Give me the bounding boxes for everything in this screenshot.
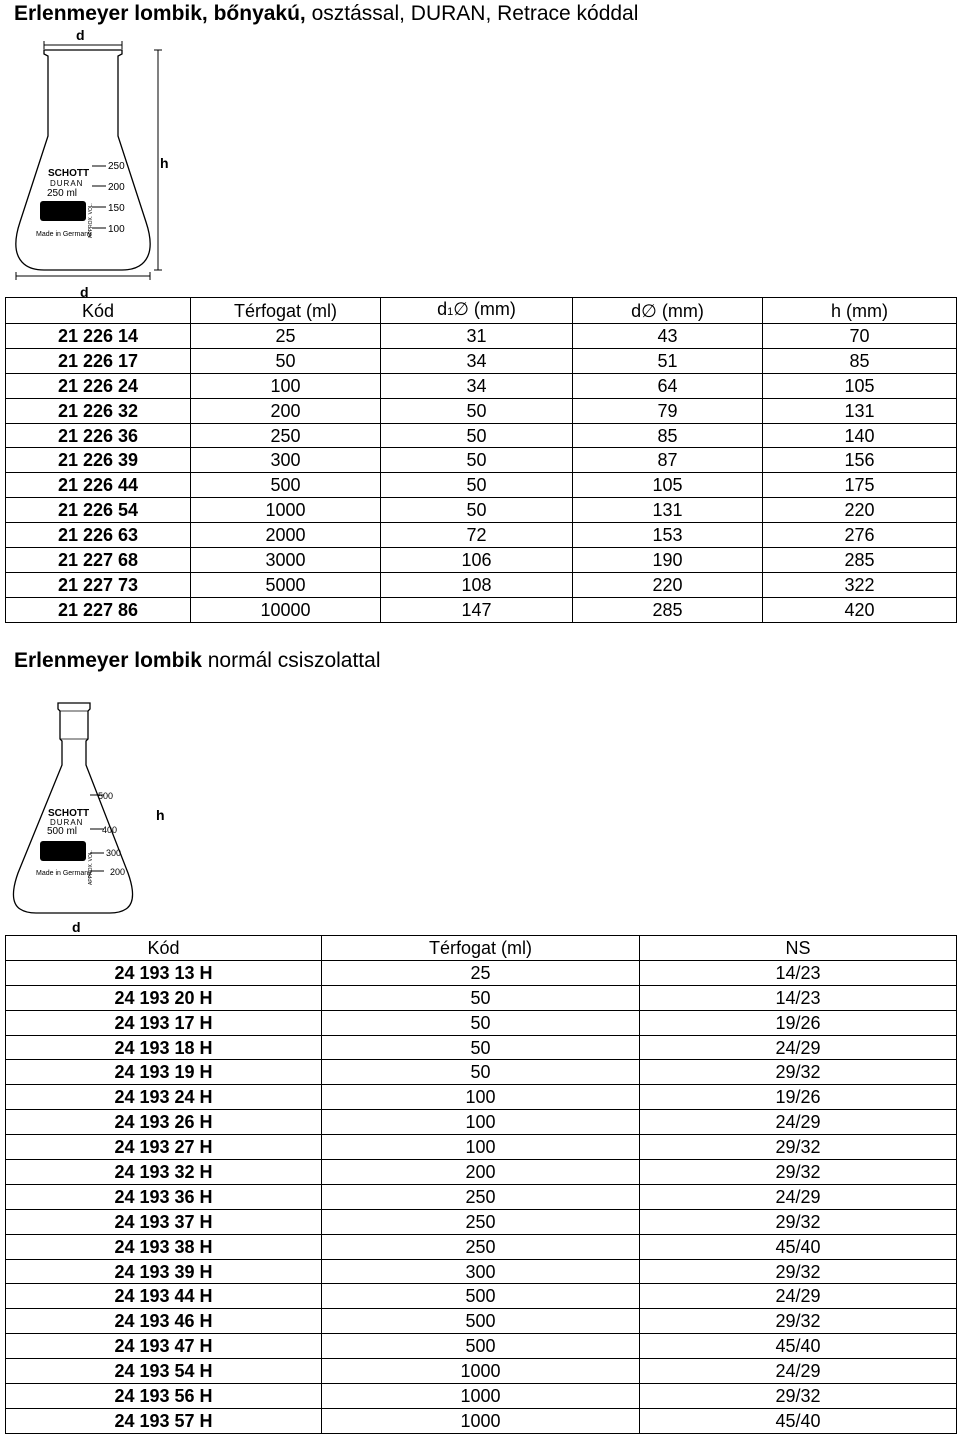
cell-d: 131 bbox=[573, 498, 763, 523]
cell-code: 24 193 36 H bbox=[6, 1184, 322, 1209]
table-header-row bbox=[6, 936, 957, 961]
cell-volume: 250 bbox=[322, 1234, 640, 1259]
cell-ns: 29/32 bbox=[640, 1384, 957, 1409]
table-row bbox=[6, 1259, 957, 1284]
col-header-ns: NS bbox=[640, 936, 957, 961]
cell-code: 21 226 54 bbox=[6, 498, 191, 523]
cell-d: 105 bbox=[573, 473, 763, 498]
table-row bbox=[6, 1010, 957, 1035]
cell-d1: 108 bbox=[381, 572, 573, 597]
cell-code: 21 226 39 bbox=[6, 448, 191, 473]
cell-d: 79 bbox=[573, 398, 763, 423]
cell-ns: 14/23 bbox=[640, 985, 957, 1010]
cell-volume: 500 bbox=[322, 1284, 640, 1309]
cell-ns: 29/32 bbox=[640, 1309, 957, 1334]
cell-code: 24 193 24 H bbox=[6, 1085, 322, 1110]
cell-ns: 24/29 bbox=[640, 1284, 957, 1309]
graduation-label: 250 bbox=[108, 161, 125, 172]
cell-volume: 1000 bbox=[322, 1359, 640, 1384]
approx-vol-label: APPROX. VOL. bbox=[88, 849, 94, 885]
cell-ns: 29/32 bbox=[640, 1135, 957, 1160]
cell-code: 24 193 39 H bbox=[6, 1259, 322, 1284]
cell-h: 70 bbox=[763, 324, 957, 349]
cell-d1: 72 bbox=[381, 523, 573, 548]
cell-d: 220 bbox=[573, 572, 763, 597]
approx-vol-label: APPROX. VOL. bbox=[88, 202, 94, 238]
writing-field bbox=[40, 841, 86, 861]
cell-code: 24 193 13 H bbox=[6, 960, 322, 985]
cell-volume: 1000 bbox=[322, 1408, 640, 1433]
section2-title bbox=[14, 649, 380, 673]
cell-volume: 500 bbox=[322, 1334, 640, 1359]
cell-d: 85 bbox=[573, 423, 763, 448]
cell-ns: 24/29 bbox=[640, 1110, 957, 1135]
cell-ns: 29/32 bbox=[640, 1259, 957, 1284]
dim-label-h: h bbox=[156, 807, 165, 823]
table-row bbox=[6, 373, 957, 398]
cell-volume: 3000 bbox=[191, 548, 381, 573]
cell-d1: 50 bbox=[381, 448, 573, 473]
cell-d: 64 bbox=[573, 373, 763, 398]
table-row bbox=[6, 548, 957, 573]
cell-ns: 29/32 bbox=[640, 1160, 957, 1185]
made-in-label: Made in Germany bbox=[36, 231, 92, 238]
graduation-label: 200 bbox=[110, 867, 126, 877]
wide-neck-flask-diagram bbox=[10, 24, 180, 300]
table-row bbox=[6, 1234, 957, 1259]
table-row bbox=[6, 1160, 957, 1185]
cell-code: 21 227 73 bbox=[6, 572, 191, 597]
table-header-row bbox=[6, 298, 957, 324]
cell-d: 190 bbox=[573, 548, 763, 573]
dim-label-d-bottom: d bbox=[72, 919, 81, 935]
table-row bbox=[6, 1184, 957, 1209]
cell-d1: 147 bbox=[381, 597, 573, 622]
cell-volume: 100 bbox=[191, 373, 381, 398]
graduation-label: 400 bbox=[102, 825, 118, 835]
cell-ns: 45/40 bbox=[640, 1408, 957, 1433]
table-row bbox=[6, 985, 957, 1010]
section1-title-bold: Erlenmeyer lombik, bőnyakú, bbox=[14, 2, 306, 25]
table-row bbox=[6, 1209, 957, 1234]
cell-code: 24 193 37 H bbox=[6, 1209, 322, 1234]
cell-h: 420 bbox=[763, 597, 957, 622]
brand-duran: DURAN bbox=[50, 818, 84, 827]
volume-label: 500 ml bbox=[47, 826, 78, 837]
cell-d1: 50 bbox=[381, 398, 573, 423]
cell-volume: 200 bbox=[191, 398, 381, 423]
cell-volume: 300 bbox=[191, 448, 381, 473]
cell-code: 21 226 24 bbox=[6, 373, 191, 398]
cell-volume: 1000 bbox=[322, 1384, 640, 1409]
cell-code: 24 193 46 H bbox=[6, 1309, 322, 1334]
cell-h: 85 bbox=[763, 348, 957, 373]
col-header-h: h (mm) bbox=[763, 298, 957, 324]
col-header-volume: Térfogat (ml) bbox=[322, 936, 640, 961]
cell-d: 51 bbox=[573, 348, 763, 373]
cell-code: 21 226 36 bbox=[6, 423, 191, 448]
cell-d1: 106 bbox=[381, 548, 573, 573]
table-row bbox=[6, 523, 957, 548]
cell-ns: 24/29 bbox=[640, 1184, 957, 1209]
cell-volume: 200 bbox=[322, 1160, 640, 1185]
cell-code: 21 226 44 bbox=[6, 473, 191, 498]
graduation-label: 500 bbox=[98, 791, 114, 801]
col-header-code: Kód bbox=[6, 936, 322, 961]
section1-title bbox=[14, 2, 638, 26]
cell-h: 175 bbox=[763, 473, 957, 498]
ground-joint-flask-table bbox=[5, 935, 957, 1434]
cell-d: 43 bbox=[573, 324, 763, 349]
cell-ns: 29/32 bbox=[640, 1060, 957, 1085]
cell-h: 140 bbox=[763, 423, 957, 448]
cell-code: 24 193 44 H bbox=[6, 1284, 322, 1309]
table-row bbox=[6, 572, 957, 597]
cell-code: 24 193 57 H bbox=[6, 1408, 322, 1433]
cell-ns: 29/32 bbox=[640, 1209, 957, 1234]
cell-h: 156 bbox=[763, 448, 957, 473]
cell-code: 24 193 18 H bbox=[6, 1035, 322, 1060]
col-header-volume: Térfogat (ml) bbox=[191, 298, 381, 324]
cell-h: 131 bbox=[763, 398, 957, 423]
cell-volume: 2000 bbox=[191, 523, 381, 548]
cell-volume: 50 bbox=[322, 1035, 640, 1060]
cell-code: 24 193 19 H bbox=[6, 1060, 322, 1085]
table-row bbox=[6, 1408, 957, 1433]
cell-ns: 24/29 bbox=[640, 1035, 957, 1060]
cell-h: 322 bbox=[763, 572, 957, 597]
wide-neck-flask-table bbox=[5, 297, 957, 623]
table-row bbox=[6, 1309, 957, 1334]
cell-ns: 19/26 bbox=[640, 1010, 957, 1035]
cell-code: 24 193 54 H bbox=[6, 1359, 322, 1384]
cell-volume: 50 bbox=[191, 348, 381, 373]
cell-volume: 250 bbox=[322, 1209, 640, 1234]
section1-title-rest: osztással, DURAN, Retrace kóddal bbox=[305, 2, 639, 25]
cell-code: 21 226 14 bbox=[6, 324, 191, 349]
cell-code: 21 226 32 bbox=[6, 398, 191, 423]
cell-volume: 250 bbox=[191, 423, 381, 448]
cell-d1: 34 bbox=[381, 348, 573, 373]
table-row bbox=[6, 1384, 957, 1409]
cell-d: 153 bbox=[573, 523, 763, 548]
dim-label-h: h bbox=[160, 155, 169, 171]
cell-volume: 10000 bbox=[191, 597, 381, 622]
cell-volume: 250 bbox=[322, 1184, 640, 1209]
table-row bbox=[6, 1060, 957, 1085]
cell-d: 87 bbox=[573, 448, 763, 473]
ground-joint-flask-diagram bbox=[10, 695, 180, 935]
cell-h: 220 bbox=[763, 498, 957, 523]
cell-volume: 1000 bbox=[191, 498, 381, 523]
dim-label-d-top: d bbox=[76, 27, 85, 43]
cell-code: 24 193 47 H bbox=[6, 1334, 322, 1359]
cell-d: 285 bbox=[573, 597, 763, 622]
cell-volume: 25 bbox=[191, 324, 381, 349]
writing-field bbox=[40, 201, 86, 221]
cell-volume: 5000 bbox=[191, 572, 381, 597]
table-row bbox=[6, 498, 957, 523]
cell-ns: 45/40 bbox=[640, 1334, 957, 1359]
cell-ns: 24/29 bbox=[640, 1359, 957, 1384]
table-row bbox=[6, 597, 957, 622]
table-row bbox=[6, 1035, 957, 1060]
cell-volume: 25 bbox=[322, 960, 640, 985]
table-row bbox=[6, 324, 957, 349]
cell-code: 24 193 27 H bbox=[6, 1135, 322, 1160]
cell-code: 24 193 20 H bbox=[6, 985, 322, 1010]
cell-code: 24 193 26 H bbox=[6, 1110, 322, 1135]
cell-ns: 14/23 bbox=[640, 960, 957, 985]
table-row bbox=[6, 1135, 957, 1160]
cell-d1: 50 bbox=[381, 473, 573, 498]
table-row bbox=[6, 348, 957, 373]
table-row bbox=[6, 1284, 957, 1309]
cell-code: 21 227 86 bbox=[6, 597, 191, 622]
cell-h: 105 bbox=[763, 373, 957, 398]
table-row bbox=[6, 423, 957, 448]
table-row bbox=[6, 1334, 957, 1359]
cell-d1: 50 bbox=[381, 498, 573, 523]
cell-volume: 100 bbox=[322, 1110, 640, 1135]
cell-volume: 50 bbox=[322, 1010, 640, 1035]
cell-code: 21 226 63 bbox=[6, 523, 191, 548]
table-row bbox=[6, 448, 957, 473]
section2-title-rest: normál csiszolattal bbox=[201, 649, 381, 672]
cell-d1: 31 bbox=[381, 324, 573, 349]
cell-volume: 500 bbox=[191, 473, 381, 498]
cell-volume: 300 bbox=[322, 1259, 640, 1284]
section2-title-bold: Erlenmeyer lombik bbox=[14, 649, 202, 672]
graduation-label: 150 bbox=[108, 203, 125, 214]
table-row bbox=[6, 1085, 957, 1110]
brand-schott: SCHOTT bbox=[48, 168, 90, 179]
cell-code: 24 193 38 H bbox=[6, 1234, 322, 1259]
brand-duran: DURAN bbox=[50, 179, 84, 188]
col-header-d1: d1∅ (mm) bbox=[381, 298, 573, 324]
col-header-code: Kód bbox=[6, 298, 191, 324]
cell-volume: 50 bbox=[322, 985, 640, 1010]
cell-code: 21 226 17 bbox=[6, 348, 191, 373]
graduation-label: 300 bbox=[106, 848, 122, 858]
brand-schott: SCHOTT bbox=[48, 808, 90, 819]
graduation-label: 200 bbox=[108, 182, 125, 193]
graduation-label: 100 bbox=[108, 224, 125, 235]
dim-label-d-bottom: d bbox=[80, 284, 89, 300]
made-in-label: Made in Germany bbox=[36, 870, 92, 877]
cell-volume: 500 bbox=[322, 1309, 640, 1334]
cell-h: 276 bbox=[763, 523, 957, 548]
table-row bbox=[6, 398, 957, 423]
cell-d1: 50 bbox=[381, 423, 573, 448]
cell-code: 24 193 56 H bbox=[6, 1384, 322, 1409]
cell-volume: 100 bbox=[322, 1085, 640, 1110]
table-row bbox=[6, 1110, 957, 1135]
col-header-d: d∅ (mm) bbox=[573, 298, 763, 324]
cell-h: 285 bbox=[763, 548, 957, 573]
cell-ns: 19/26 bbox=[640, 1085, 957, 1110]
volume-label: 250 ml bbox=[47, 188, 78, 199]
cell-ns: 45/40 bbox=[640, 1234, 957, 1259]
cell-d1: 34 bbox=[381, 373, 573, 398]
table-row bbox=[6, 473, 957, 498]
cell-volume: 50 bbox=[322, 1060, 640, 1085]
cell-code: 21 227 68 bbox=[6, 548, 191, 573]
table-row bbox=[6, 1359, 957, 1384]
cell-code: 24 193 17 H bbox=[6, 1010, 322, 1035]
table-row bbox=[6, 960, 957, 985]
cell-volume: 100 bbox=[322, 1135, 640, 1160]
cell-code: 24 193 32 H bbox=[6, 1160, 322, 1185]
